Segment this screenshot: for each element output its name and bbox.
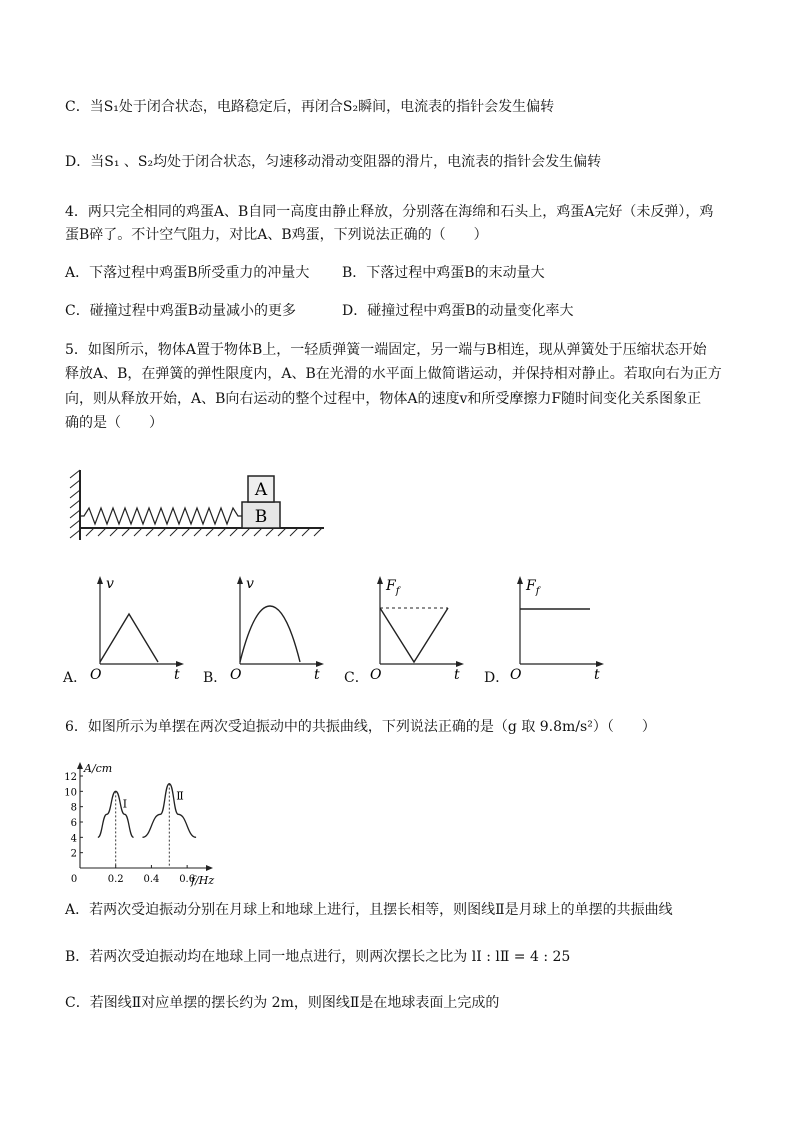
graph-d-letter: D．	[484, 670, 510, 686]
y-tick-label: 4	[70, 833, 77, 845]
y-tick-label: 10	[64, 787, 77, 799]
graph-a	[88, 572, 188, 682]
graph-d	[508, 572, 608, 682]
graph-a-xlabel: t	[174, 667, 180, 683]
q3-option-c: C．当S₁处于闭合状态，电路稳定后，再闭合S₂瞬间，电流表的指针会发生偏转	[65, 99, 555, 115]
resonance-curve-1	[98, 791, 134, 837]
q4-stem-line2: 蛋B碎了。不计空气阻力，对比A、B鸡蛋，下列说法正确的（ ）	[65, 227, 488, 243]
graph-b-origin: O	[230, 667, 242, 683]
q5-stem-line3: 向，则从释放开始，A、B向右运动的整个过程中，物体A的速度v和所受摩擦力F随时间变化关系图象正	[65, 391, 702, 407]
graph-c-letter: C．	[344, 670, 369, 686]
block-a-label: A	[254, 480, 268, 500]
graph-c-ylabel: $F_f$	[386, 578, 400, 597]
q5-stem-line4: 确的是（ ）	[65, 415, 163, 431]
q6-option-c: C．若图线Ⅱ对应单摆的摆长约为 2m，则图线Ⅱ是在地球表面上完成的	[65, 995, 500, 1011]
spring	[80, 508, 242, 524]
y-axis-arrow	[77, 762, 83, 769]
graph-b-xlabel: t	[314, 667, 320, 683]
y-tick-label: 2	[70, 848, 77, 860]
q4-option-d: D．碰撞过程中鸡蛋B的动量变化率大	[342, 303, 574, 319]
q3-option-d: D．当S₁ 、S₂均处于闭合状态，匀速移动滑动变阻器的滑片，电流表的指针会发生偏转	[65, 154, 602, 170]
graph-a-ylabel: v	[106, 576, 114, 592]
q4-option-b: B．下落过程中鸡蛋B的末动量大	[342, 265, 545, 281]
graph-d-ylabel: $F_f$	[526, 578, 540, 597]
q6-option-b: B．若两次受迫振动均在地球上同一地点进行，则两次摆长之比为 lⅠ : lⅡ = 4 : 25	[65, 949, 571, 965]
graph-c-curve	[380, 608, 448, 662]
graph-d-origin: O	[510, 667, 522, 683]
graph-a-origin: O	[90, 667, 102, 683]
curve-label-2: Ⅱ	[176, 789, 184, 803]
resonance-chart	[66, 760, 226, 890]
x-axis-arrow	[206, 865, 213, 871]
q6-option-a: A．若两次受迫振动分别在月球上和地球上进行，且摆长相等，则图线Ⅱ是月球上的单摆的共振曲线	[65, 902, 673, 918]
graph-c-origin: O	[370, 667, 382, 683]
graph-d-xlabel: t	[594, 667, 600, 683]
q4-stem-line1: 4．两只完全相同的鸡蛋A、B自同一高度由静止释放，分别落在海绵和石头上，鸡蛋A完好（未反弹），鸡	[65, 204, 714, 220]
q5-stem-line2: 释放A、B，在弹簧的弹性限度内，A、B在光滑的水平面上做简谐运动，并保持相对静止。若取向右为正方	[65, 366, 722, 382]
q6-stem: 6．如图所示为单摆在两次受迫振动中的共振曲线，下列说法正确的是（g 取 9.8m/s²）（ ）	[65, 719, 656, 735]
y-tick-label: 8	[70, 802, 77, 814]
q4-option-c: C．碰撞过程中鸡蛋B动量减小的更多	[65, 303, 296, 319]
x-tick-label: 0.2	[107, 874, 124, 885]
graph-b-curve	[240, 606, 300, 662]
graph-a-letter: A．	[63, 670, 88, 686]
x-axis-label: f/Hz	[191, 874, 215, 887]
graph-c-xlabel: t	[454, 667, 460, 683]
q5-stem-line1: 5．如图所示，物体A置于物体B上，一轻质弹簧一端固定，另一端与B相连，现从弹簧处于压缩状态开始	[65, 342, 707, 358]
q4-option-a: A．下落过程中鸡蛋B所受重力的冲量大	[65, 265, 310, 281]
graph-b	[228, 572, 328, 682]
x-tick-label: 0.4	[143, 874, 160, 885]
y-tick-label: 12	[64, 772, 77, 783]
y-tick-label: 6	[70, 818, 77, 829]
x-tick-label: 0.6	[179, 874, 196, 885]
graph-b-letter: B．	[203, 670, 228, 686]
y-axis-label: A/cm	[84, 762, 113, 775]
spring-block-figure	[66, 462, 326, 552]
graph-c	[368, 572, 468, 682]
curve-label-1: Ⅰ	[122, 797, 128, 811]
graph-a-curve	[100, 614, 158, 662]
graph-b-ylabel: v	[246, 576, 254, 592]
x-tick-label: 0	[70, 874, 78, 885]
block-b-label: B	[254, 507, 268, 527]
